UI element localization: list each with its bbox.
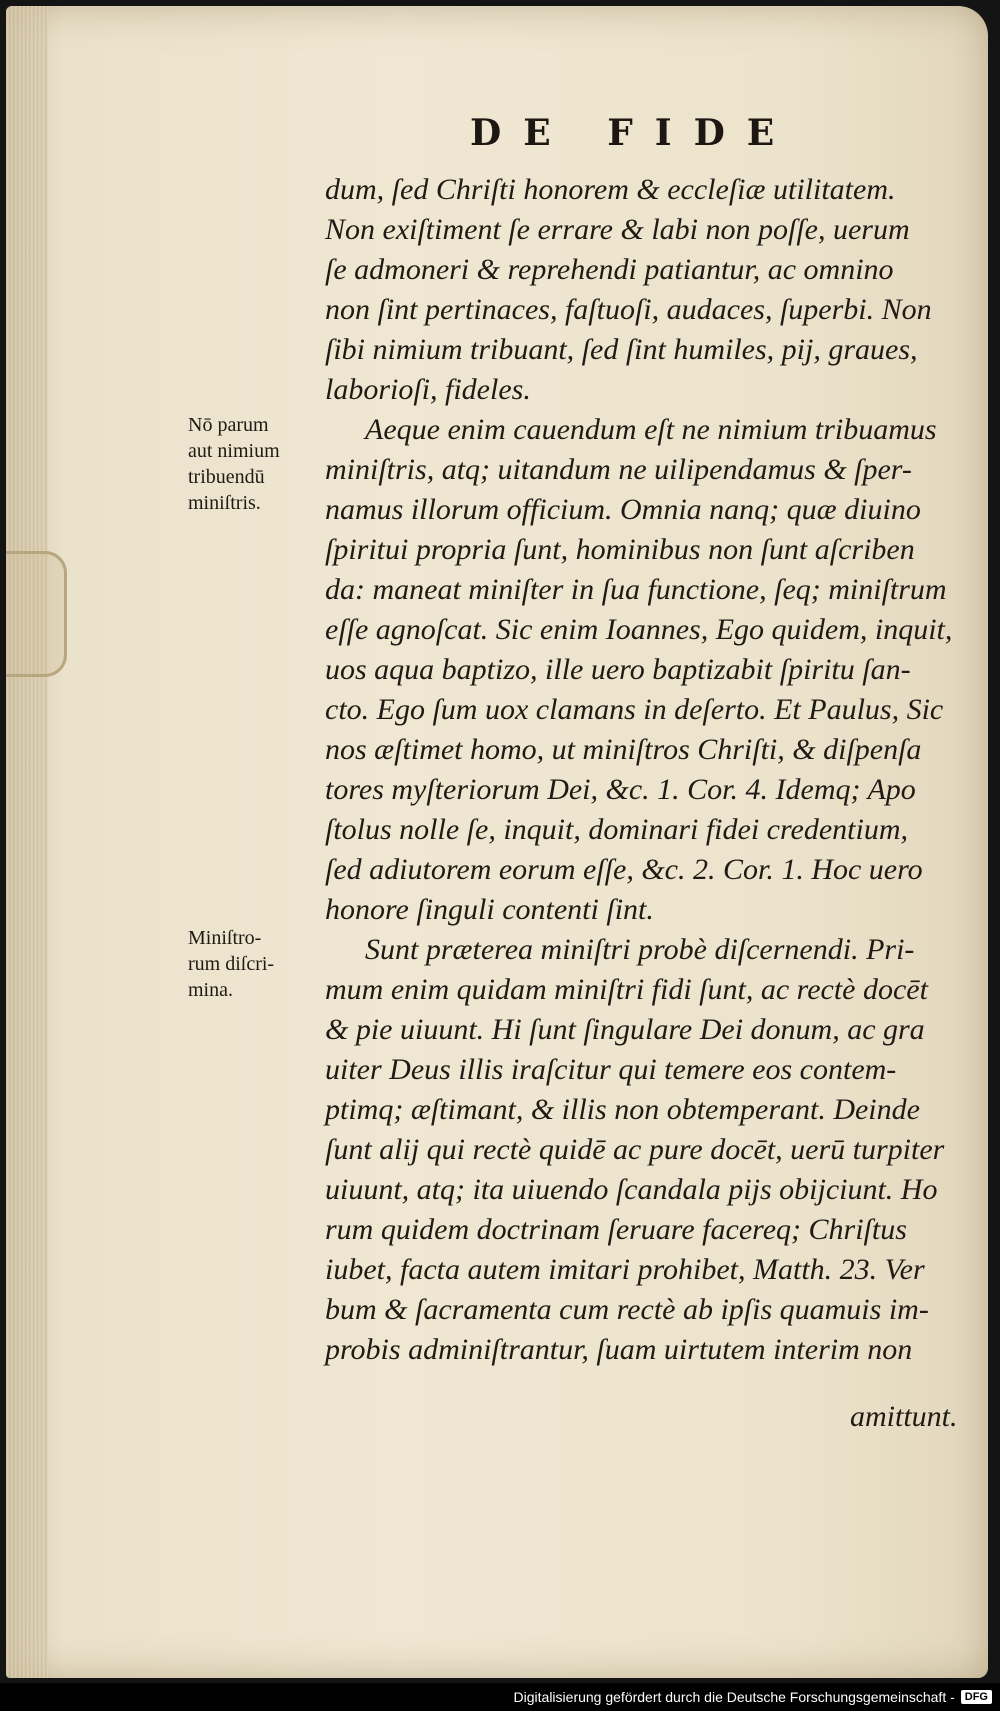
text-line: Aeque enim cauendum eſt ne nimium tribuamus <box>365 413 937 446</box>
marginal-note-line: Miniſtro- <box>188 927 262 949</box>
text-line: namus illorum officium. Omnia nanq; quæ diuino <box>325 493 921 526</box>
text-line: dum, ſed Chriſti honorem & eccleſiæ utilitatem. <box>325 173 896 206</box>
text-line: ſe admoneri & reprehendi patiantur, ac omnino <box>325 253 894 286</box>
text-line: miniſtris, atq; uitandum ne uilipendamus & ſper- <box>325 453 912 486</box>
text-line: tores myſteriorum Dei, &c. 1. Cor. 4. Idemq; Apo <box>325 773 916 806</box>
text-line: rum quidem doctrinam ſeruare facereq; Chriſtus <box>325 1213 907 1246</box>
text-line: eſſe agnoſcat. Sic enim Ioannes, Ego quidem, inquit, <box>325 613 953 646</box>
text-line: probis adminiſtrantur, ſuam uirtutem interim non <box>325 1333 913 1366</box>
text-line: Sunt præterea miniſtri probè diſcernendi. Pri- <box>365 933 915 966</box>
page-edges <box>6 6 48 1678</box>
text-line: non ſint pertinaces, faſtuoſi, audaces, ſuperbi. Non <box>325 293 932 326</box>
marginal-note-1 <box>188 412 328 516</box>
text-line: iubet, facta autem imitari prohibet, Matth. 23. Ver <box>325 1253 925 1286</box>
text-line: honore ſinguli contenti ſint. <box>325 893 654 926</box>
digitization-footer <box>0 1683 1000 1711</box>
text-line: ſunt alij qui rectè quidē ac pure docēt, uerū turpiter <box>325 1133 945 1166</box>
text-line: laborioſi, fideles. <box>325 373 531 406</box>
marginal-note-line: miniſtris. <box>188 492 261 514</box>
text-line: ſed adiutorem eorum eſſe, &c. 2. Cor. 1. Hoc uero <box>325 853 923 886</box>
dfg-logo: DFG <box>961 1690 992 1704</box>
text-line: uiuunt, atq; ita uiuendo ſcandala pijs obijciunt. Ho <box>325 1173 938 1206</box>
footer-text: Digitalisierung gefördert durch die Deutsche Forschungsgemeinschaft - <box>513 1689 955 1705</box>
marginal-note-line: mina. <box>188 979 233 1001</box>
text-line: Non exiſtiment ſe errare & labi non poſſe, uerum <box>325 213 910 246</box>
text-line: da: maneat miniſter in ſua functione, ſeq; miniſtrum <box>325 573 947 606</box>
text-line: ſtolus nolle ſe, inquit, dominari fidei credentium, <box>325 813 908 846</box>
catchword: amittunt. <box>850 1400 958 1433</box>
page-header: DE FIDE <box>470 112 797 154</box>
text-line: mum enim quidam miniſtri fidi ſunt, ac rectè docēt <box>325 973 928 1006</box>
clasp-shadow <box>6 551 67 677</box>
marginal-note-line: aut nimium <box>188 440 280 462</box>
marginal-note-2 <box>188 925 328 1003</box>
text-line: cto. Ego ſum uox clamans in deſerto. Et Paulus, Sic <box>325 693 944 726</box>
text-line: ſibi nimium tribuant, ſed ſint humiles, pij, graues, <box>325 333 918 366</box>
text-line: ſpiritui propria ſunt, hominibus non ſunt aſcriben <box>325 533 915 566</box>
marginal-note-line: rum diſcri- <box>188 953 275 975</box>
marginal-note-line: Nō parum <box>188 414 269 436</box>
text-line: & pie uiuunt. Hi ſunt ſingulare Dei donum, ac gra <box>325 1013 925 1046</box>
marginal-note-line: tribuendū <box>188 466 265 488</box>
main-text <box>325 170 980 1370</box>
text-line: uiter Deus illis iraſcitur qui temere eos contem- <box>325 1053 897 1086</box>
text-line: bum & ſacramenta cum rectè ab ipſis quamuis im- <box>325 1293 929 1326</box>
text-line: ptimq; æſtimant, & illis non obtemperant. Deinde <box>325 1093 920 1126</box>
text-line: nos æſtimet homo, ut miniſtros Chriſti, & diſpenſa <box>325 733 922 766</box>
text-line: uos aqua baptizo, ille uero baptizabit ſpiritu ſan- <box>325 653 911 686</box>
